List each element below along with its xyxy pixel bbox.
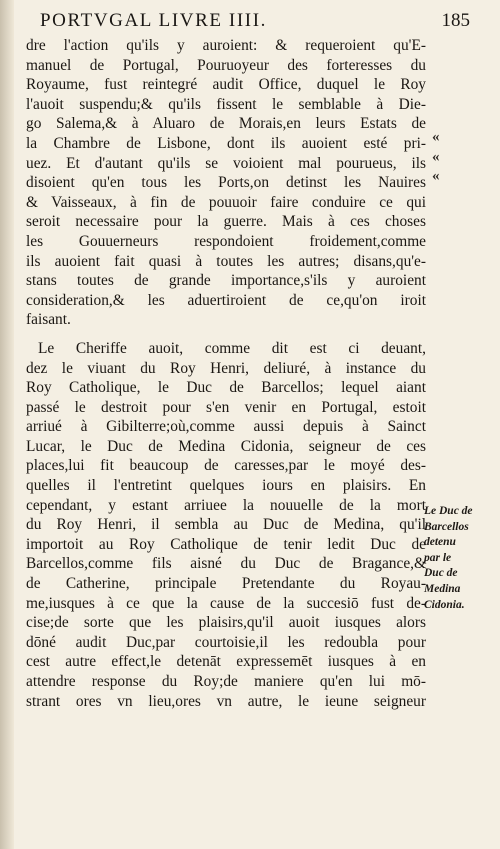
- quote-mark: «: [432, 129, 440, 145]
- quote-mark: «: [432, 148, 440, 165]
- margin-note-line: Barcellos: [424, 520, 469, 533]
- text-line: faisant.: [26, 311, 71, 329]
- text-line: disoient qu'en tous les Ports,on detinst les Nauires: [26, 174, 426, 192]
- text-line: dez le viuant du Roy Henri, deliuré, à instance du: [26, 359, 426, 377]
- text-line: arriué à Gibilterre;où,comme aussi depuis à Sainct: [26, 418, 426, 436]
- text-line: Roy Catholique, le Duc de Barcellos; lequel aiant: [26, 379, 426, 397]
- text-line: dre l'action qu'ils y auroient: & requeroient qu'E-: [26, 37, 426, 54]
- running-title: PORTVGAL LIVRE IIII.: [40, 10, 267, 31]
- text-line: Royaume, fust reintegré audit Office, duquel le Roy: [26, 76, 426, 94]
- margin-note-line: par le: [424, 551, 452, 564]
- text-line: ils auoient fait quasi à toutes les autres; disans,qu'e-: [26, 252, 426, 270]
- paragraph-1: [26, 36, 426, 330]
- text-line: go Salema,& à Aluaro de Morais,en leurs Estats de: [26, 115, 426, 133]
- text-line: passé le destroit pour s'en venir en Portugal, estoit: [26, 398, 426, 416]
- text-line: me,iusques à ce que la cause de la succesiō fust de-: [26, 594, 426, 612]
- page-gutter: [0, 0, 14, 849]
- text-line: places,lui fit beaucoup de caresses,par le moyé des-: [26, 457, 426, 475]
- text-line: cest autre effect,le detenāt expressemēt iusques à en: [26, 653, 426, 671]
- text-line: Barcellos,comme fils aisné du Duc de Bragance,&: [26, 555, 426, 573]
- text-line: du Roy Henri, il sembla au Duc de Medina, qu'il: [26, 516, 426, 534]
- text-line: seroit necessaire pour la guerre. Mais à ces choses: [26, 213, 426, 231]
- page-number: 185: [441, 10, 470, 31]
- text-line: Le Cheriffe auoit, comme dit est ci deuant,: [38, 339, 426, 357]
- text-line: importoit au Roy Catholique de tenir ledit Duc de: [26, 535, 426, 553]
- page-header: [40, 8, 470, 34]
- paragraph-gap: [26, 330, 426, 339]
- text-line: de Catherine, principale Pretendante du Royau-: [26, 575, 426, 593]
- quotation-marks: [432, 128, 482, 187]
- margin-note-line: Duc de: [424, 567, 458, 580]
- margin-note: [424, 504, 494, 613]
- text-line: quelles il l'entretint quelques iours en plaisirs. En: [26, 477, 426, 495]
- text-line: attendre response du Roy;de maniere qu'en lui mō-: [26, 673, 426, 690]
- text-line: Lucar, le Duc de Medina Cidonia, seigneur de ces: [26, 437, 426, 455]
- paragraph-2: [26, 339, 426, 711]
- margin-note-line: Le Duc de: [424, 505, 473, 517]
- text-line: strant ores vn lieu,ores vn autre, le ieune seigneur: [26, 692, 426, 710]
- text-line: & Vaisseaux, à fin de pouuoir faire conduire ce qui: [26, 193, 426, 211]
- text-line: la Chambre de Lisbone, dont ils auoient esté pri-: [26, 134, 426, 152]
- text-line: dōné audit Duc,par courtoisie,il les redoubla pour: [26, 633, 426, 651]
- text-line: stans toutes de grande importance,s'ils y auroient: [26, 272, 426, 290]
- text-line: cise;de sorte que les plaisirs,qu'il auoit iusques alors: [26, 614, 426, 632]
- text-line: uez. Et d'autant qu'ils se voioient mal pourueus, ils: [26, 154, 426, 172]
- text-line: cependant, y estant arriuee la nouuelle de la mort: [26, 496, 426, 514]
- text-line: consideration,& les aduertiroient de ce,qu'on iroit: [26, 291, 426, 309]
- text-line: l'auoit suspendu;& qu'ils fissent le semblable à Die-: [26, 95, 426, 113]
- margin-note-line: detenu: [424, 536, 456, 549]
- text-line: manuel de Portugal, Pouruoyeur des forteresses du: [26, 56, 426, 74]
- margin-note-line: Medina: [424, 582, 461, 595]
- text-line: les Gouuerneurs respondoient froidement,comme: [26, 232, 426, 250]
- quote-mark: «: [432, 168, 440, 185]
- margin-note-line: Cidonia.: [424, 598, 465, 611]
- main-text: [26, 36, 426, 711]
